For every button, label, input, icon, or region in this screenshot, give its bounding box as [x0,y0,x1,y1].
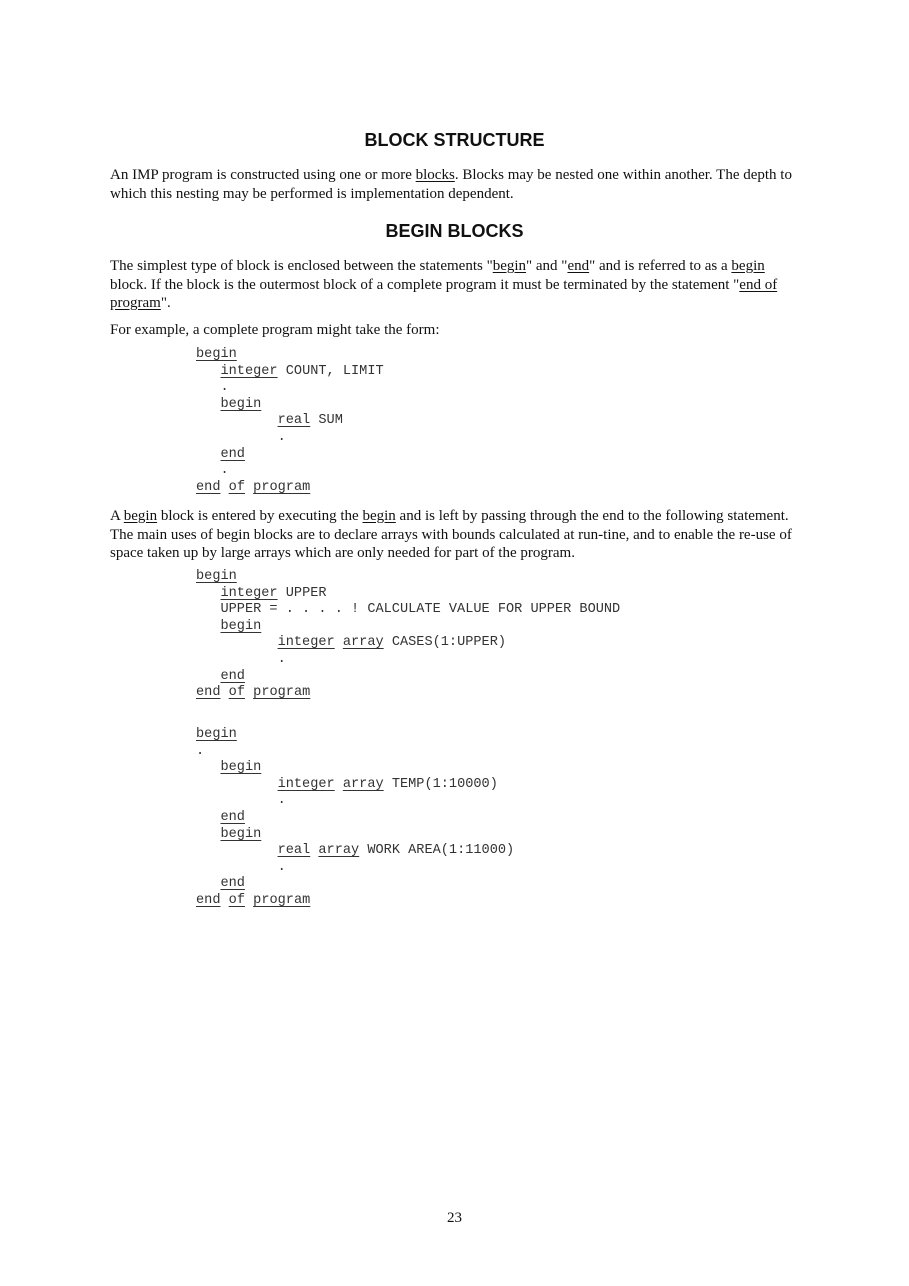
text: block. If the block is the outermost block of a complete program it must be terminated by the statement " [110,276,740,293]
underlined-term: end of program [110,276,778,311]
code-line: integer array CASES(1:UPPER) [277,635,507,651]
paragraph-example-intro [110,321,800,340]
code-line: . [277,859,286,875]
underlined-term: begin [492,258,527,274]
code-keyword: array [342,776,384,792]
code-line [196,827,514,844]
heading-begin-blocks: BEGIN BLOCKS [385,221,524,241]
code-keyword: end [220,446,245,462]
code-line [196,810,514,827]
code-keyword: array [342,635,384,651]
code-keyword: integer [220,363,278,379]
code-line: . [277,429,286,445]
text: " and is referred to as a [589,258,732,274]
underlined-term: begin [123,508,158,524]
code-line [196,347,384,364]
code-keyword: real [277,413,311,429]
underlined-term: end [567,258,590,274]
code-line: . [220,380,229,396]
code-keyword: end [196,892,221,908]
code-keyword: begin [196,569,237,584]
code-line [196,685,620,702]
code-keyword: of [228,892,245,908]
code-line [196,876,514,893]
heading-block-structure: BLOCK STRUCTURE [364,130,545,150]
paragraph-block-structure [110,166,800,203]
text: block is entered by executing the [157,508,363,524]
code-keyword: real [277,843,311,859]
code-line [196,619,620,636]
code-line [196,447,384,464]
text: . Blocks may be nested one within another. The depth to which this nesting may be performed is implementation dependent. [110,167,792,202]
underlined-term: blocks [415,167,455,183]
code-keyword: array [318,843,360,859]
code-line: integer UPPER [220,585,327,601]
code-keyword: begin [220,760,262,776]
code-keyword: begin [196,347,237,362]
code-keyword: integer [277,635,335,651]
code-line [196,569,620,586]
code-line: UPPER = . . . . ! CALCULATE VALUE FOR UPPER BOUND [220,602,621,618]
code-keyword: program [253,685,311,701]
code-keyword: integer [220,585,278,601]
code-keyword: end [196,479,221,495]
code-line [196,480,384,497]
text: A [110,508,124,524]
text: The simplest type of block is enclosed between the statements " [110,258,493,274]
code-line: integer COUNT, LIMIT [220,363,384,379]
code-keyword: of [228,685,245,701]
code-line [196,727,514,744]
code-line: real array WORK AREA(1:11000) [277,843,515,859]
text: For example, a complete program might take the form: [110,322,440,338]
code-line: . [277,793,286,809]
code-keyword: begin [220,826,262,842]
page-number: 23 [447,1210,462,1226]
code-example-1 [196,347,384,496]
paragraph-begin-usage [110,507,800,563]
code-keyword: end [196,685,221,701]
code-keyword: end [220,668,245,684]
code-keyword: of [228,479,245,495]
code-line [196,893,514,910]
underlined-term: begin [731,258,765,274]
code-line [196,760,514,777]
code-keyword: program [253,892,311,908]
text: ". [160,295,171,311]
text: An IMP program is constructed using one or more [110,167,416,183]
code-line: real SUM [277,413,343,429]
code-line: . [196,743,205,759]
code-keyword: begin [196,727,237,742]
text: " and " [526,258,568,274]
code-keyword: begin [220,396,262,412]
text: and is left by passing through the end to the following statement. The main uses of begin blocks are to declare arrays with bounds calculated at run-tine, and to enable the re-use of space taken up by large arrays which are only needed for part of the program. [110,508,792,561]
code-line: . [220,463,229,479]
code-example-2 [196,569,620,702]
code-keyword: begin [220,618,262,634]
paragraph-begin-intro [110,257,800,313]
code-example-3 [196,727,514,910]
code-line: . [277,651,286,667]
code-line: integer array TEMP(1:10000) [277,776,498,792]
code-keyword: end [220,876,245,892]
underlined-term: begin [362,508,396,524]
code-line [196,669,620,686]
code-keyword: end [220,809,245,825]
code-keyword: program [253,479,311,495]
code-line [196,397,384,414]
code-keyword: integer [277,776,335,792]
